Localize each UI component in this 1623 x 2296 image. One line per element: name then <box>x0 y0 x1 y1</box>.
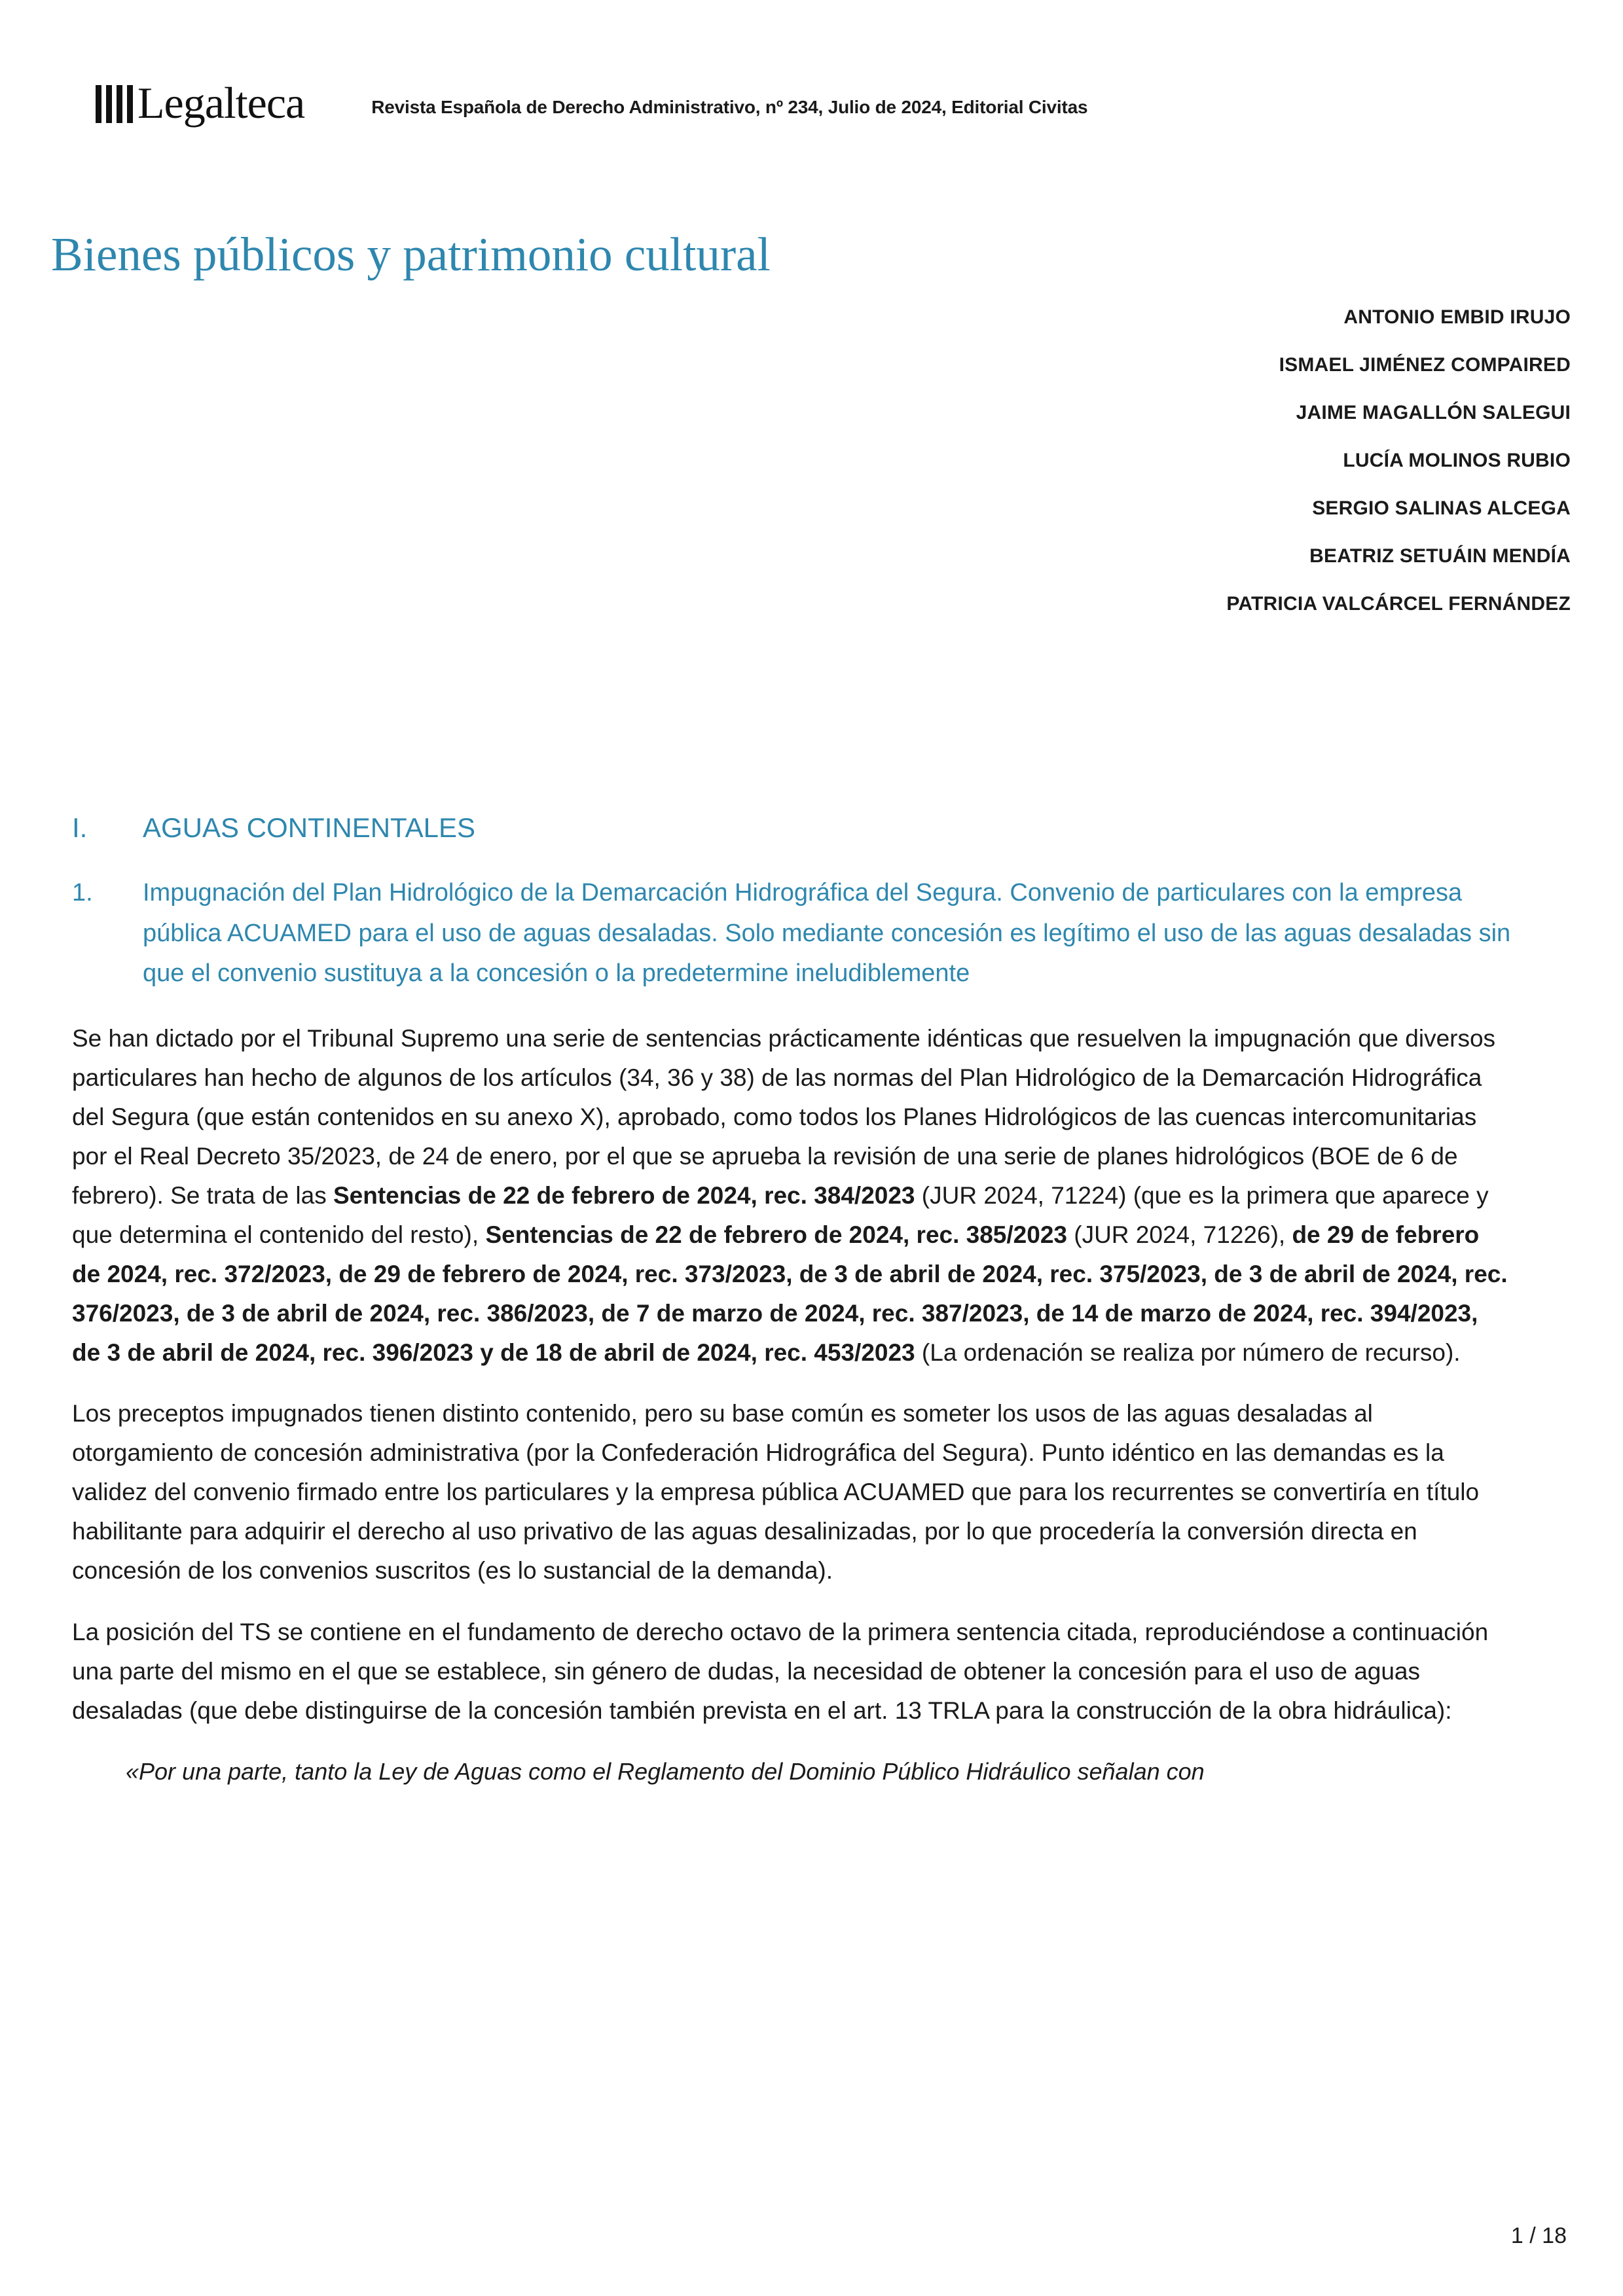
section-number: I. <box>72 812 88 843</box>
author-name: ANTONIO EMBID IRUJO <box>1343 306 1571 328</box>
paragraph-posicion-ts: La posición del TS se contiene en el fundamento de derecho octavo de la primera sentencia citada, reproduciéndose a continuación una parte del mismo en el que se establece, sin género de dudas, la necesidad de obtener la concesión para el uso de aguas desaladas (que debe distinguirse de la concesión también prevista en el art. 13 TRLA para la construcción de la obra hidráulica): <box>72 1619 1489 1725</box>
numbered-item <box>72 873 1512 994</box>
paragraph-sentencias <box>72 1019 1509 1372</box>
bold-citation: Sentencias de 22 de febrero de 2024, rec. 385/2023 <box>485 1221 1067 1248</box>
journal-citation: Revista Española de Derecho Administrativo, nº 234, Julio de 2024, Editorial Civitas <box>371 97 1088 117</box>
document-masthead <box>96 78 1536 128</box>
text-run: Se han dictado por el Tribunal Supremo una serie de sentencias prácticamente idénticas que resuelven la impugnación que diversos particulares han hecho de algunos de los artículos (34, 36 y 38) de las normas del Plan Hidrológico de la Demarcación Hidrográfica del Segura (que están contenidos en su anexo X), aprobado, como todos los Planes Hidrológicos de las cuencas intercomunitarias por el Real Decreto 35/2023, de 24 de enero, por el que se aprueba la revisión de una serie de planes hidrológicos (BOE de 6 de febrero). Se trata de las <box>72 1025 1496 1209</box>
page-title: Bienes públicos y patrimonio cultural <box>51 227 771 281</box>
author-name: ISMAEL JIMÉNEZ COMPAIRED <box>1279 354 1571 376</box>
text-run: (JUR 2024, 71224) (que es la primera que aparece y que determina el contenido del resto), <box>72 1181 1489 1248</box>
logo-wordmark: Legalteca <box>137 78 305 128</box>
author-name: LUCÍA MOLINOS RUBIO <box>1343 450 1571 471</box>
author-name: PATRICIA VALCÁRCEL FERNÁNDEZ <box>1226 593 1571 615</box>
section-label: AGUAS CONTINENTALES <box>143 812 475 843</box>
author-name: JAIME MAGALLÓN SALEGUI <box>1296 402 1571 423</box>
legalteca-logo <box>96 78 305 128</box>
item-text: Impugnación del Plan Hidrológico de la Demarcación Hidrográfica del Segura. Convenio de particulares con la empresa pública ACUAMED para el uso de aguas desaladas. Solo mediante concesión es legítimo el uso de las aguas desaladas sin que el convenio sustituya a la concesión o la predetermine ineludiblemente <box>143 879 1511 988</box>
bold-citation: Sentencias de 22 de febrero de 2024, rec. 384/2023 <box>333 1181 915 1209</box>
text-run: (La ordenación se realiza por número de recurso). <box>915 1338 1461 1366</box>
paragraph-preceptos: Los preceptos impugnados tienen distinto contenido, pero su base común es someter los usos de las aguas desaladas al otorgamiento de concesión administrativa (por la Confederación Hidrográfica del Segura). Punto idéntico en las demandas es la validez del convenio firmado entre los particulares y la empresa pública ACUAMED que para los recurrentes se convertiría en título habilitante para adquirir el derecho al uso privativo de las aguas desalinizadas, por lo que procedería la conversión directa en concesión de los convenios suscritos (es lo sustancial de la demanda). <box>72 1400 1480 1585</box>
document-body <box>72 812 1512 1791</box>
author-list <box>392 308 1571 642</box>
author-name: BEATRIZ SETUÁIN MENDÍA <box>1309 545 1571 567</box>
author-name: SERGIO SALINAS ALCEGA <box>1312 497 1571 519</box>
item-number: 1. <box>72 879 93 907</box>
logo-bars-icon <box>96 84 133 123</box>
text-run: (JUR 2024, 71226), <box>1067 1221 1292 1248</box>
bold-citation: de 29 de febrero de 2024, rec. 372/2023, de 29 de febrero de 2024, rec. 373/2023, de 3 de abril de 2024, rec. 375/2023, de 3 de abril de 2024, rec. 376/2023, de 3 de abril de 2024, rec. 386/2023, de 7 de marzo de 2024, rec. 387/2023, de 14 de marzo de 2024, rec. 394/2023, de 3 de abril de 2024, rec. 396/2023 y de 18 de abril de 2024, rec. 453/2023 <box>72 1221 1508 1366</box>
block-quote: «Por una parte, tanto la Ley de Aguas como el Reglamento del Dominio Público Hidráulico señalan con <box>126 1757 1205 1785</box>
page-number: 1 / 18 <box>1510 2223 1567 2248</box>
section-heading <box>72 812 1512 844</box>
